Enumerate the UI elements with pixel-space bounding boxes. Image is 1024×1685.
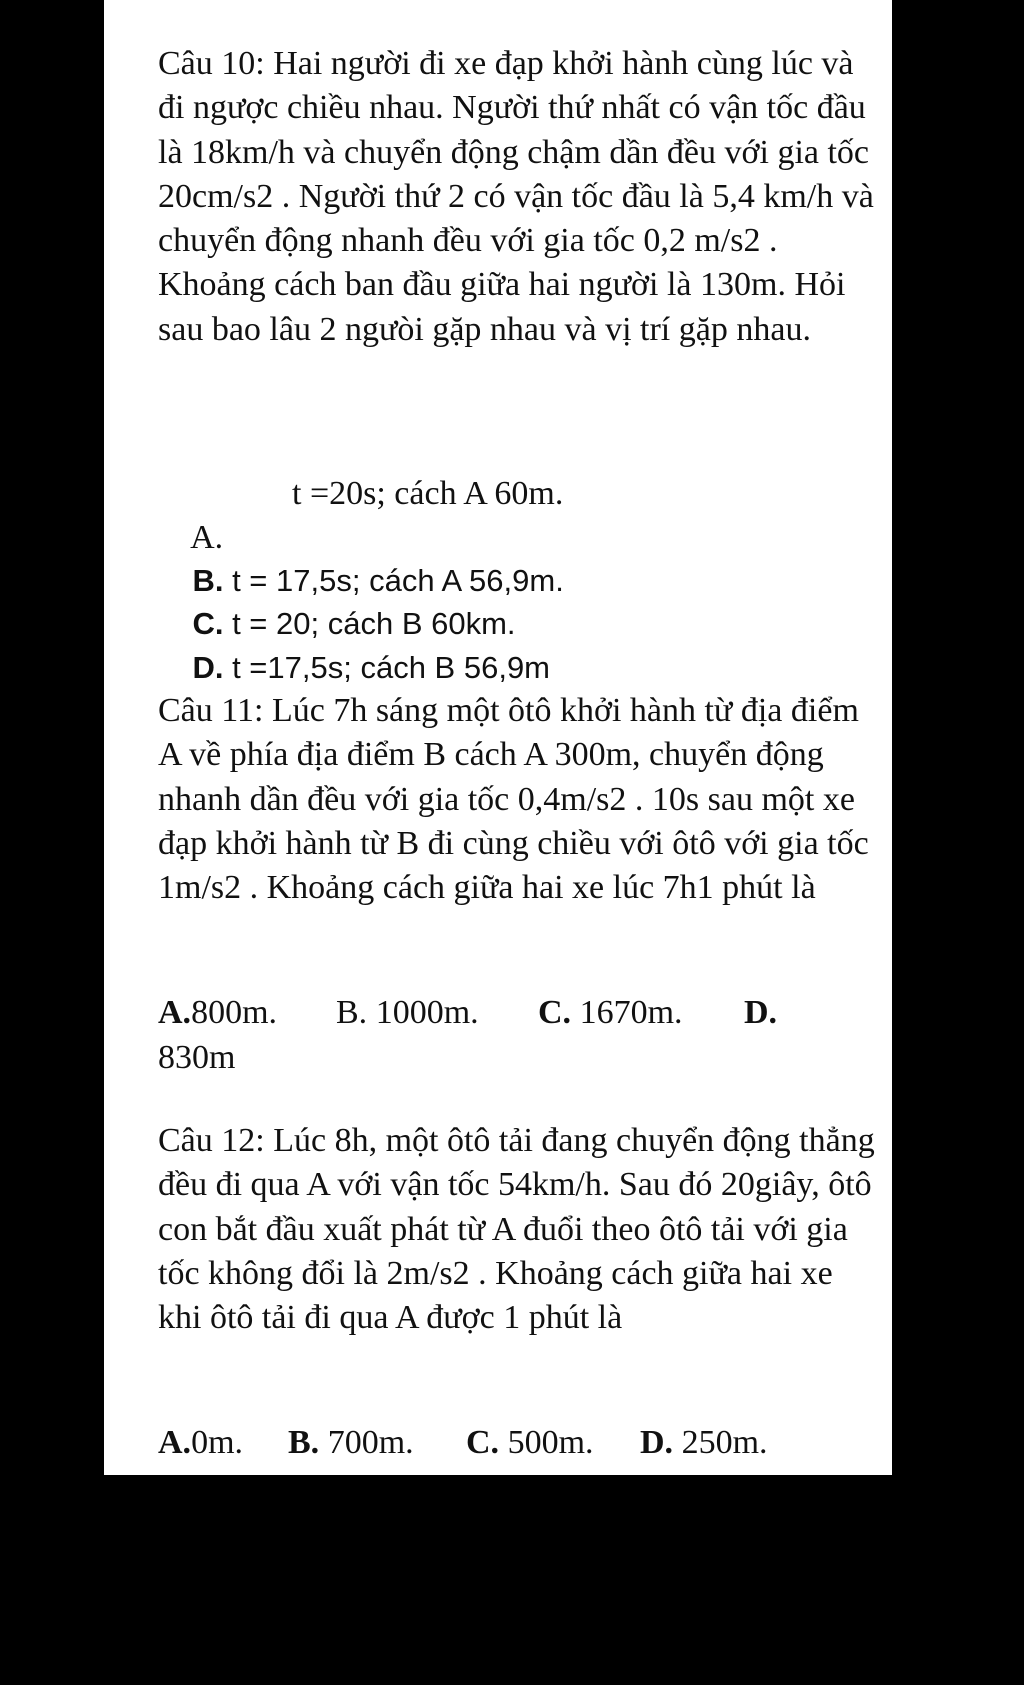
q10-option-d-text: t =17,5s; cách B 56,9m	[232, 650, 551, 685]
q11-option-b: B. 1000m.	[336, 994, 479, 1031]
q10-option-a-text: t =20s; cách A 60m.	[292, 475, 564, 512]
q10-option-a-label: A.	[190, 519, 224, 556]
q10-option-b-text: t = 17,5s; cách A 56,9m.	[232, 563, 564, 598]
q12-options-row	[104, 1421, 892, 1465]
q10-option-b-label: B.	[192, 563, 224, 598]
q12-option-a: A.0m.	[158, 1424, 244, 1461]
q11-option-d-text: 830m	[158, 1039, 236, 1076]
question-11-text: Câu 11: Lúc 7h sáng một ôtô khởi hành từ địa điểm A về phía địa điểm B cách A 300m, chuyển động nhanh dần đều với gia tốc 0,4m/s2 . 10s sau một xe đạp khởi hành từ B đi cùng chiều với ôtô với gia tốc 1m/s2 . Khoảng cách giữa hai xe lúc 7h1 phút là	[158, 692, 869, 907]
q11-options-row	[104, 991, 892, 1035]
q10-option-d-label: D.	[192, 650, 224, 685]
q12-option-c: C. 500m.	[466, 1424, 594, 1461]
question-10-text: Câu 10: Hai người đi xe đạp khởi hành cùng lúc và đi ngược chiều nhau. Người thứ nhất có vận tốc đầu là 18km/h và chuyển động chậm dần đều với gia tốc 20cm/s2 . Người thứ 2 có vận tốc đầu là 5,4 km/h và chuyển động nhanh đều với gia tốc 0,2 m/s2 . Khoảng cách ban đầu giữa hai người là 130m. Hỏi sau bao lâu 2 ngưòi gặp nhau và vị trí gặp nhau.	[158, 45, 874, 348]
q12-option-d: D. 250m.	[640, 1424, 768, 1461]
q11-option-d-label: D.	[744, 994, 778, 1031]
q11-option-a: A.800m.	[158, 994, 278, 1031]
q10-option-c-label: C.	[192, 606, 224, 641]
q10-option-c-text: t = 20; cách B 60km.	[232, 606, 516, 641]
q11-option-c: C. 1670m.	[538, 994, 683, 1031]
question-12-text: Câu 12: Lúc 8h, một ôtô tải đang chuyển động thẳng đều đi qua A với vận tốc 54km/h. Sau đó 20giây, ôtô con bắt đầu xuất phát từ A đuổi theo ôtô tải với gia tốc không đổi là 2m/s2 . Khoảng cách giữa hai xe khi ôtô tải đi qua A được 1 phút là	[158, 1122, 875, 1337]
document-page	[104, 0, 892, 1475]
q12-option-b: B. 700m.	[288, 1424, 414, 1461]
